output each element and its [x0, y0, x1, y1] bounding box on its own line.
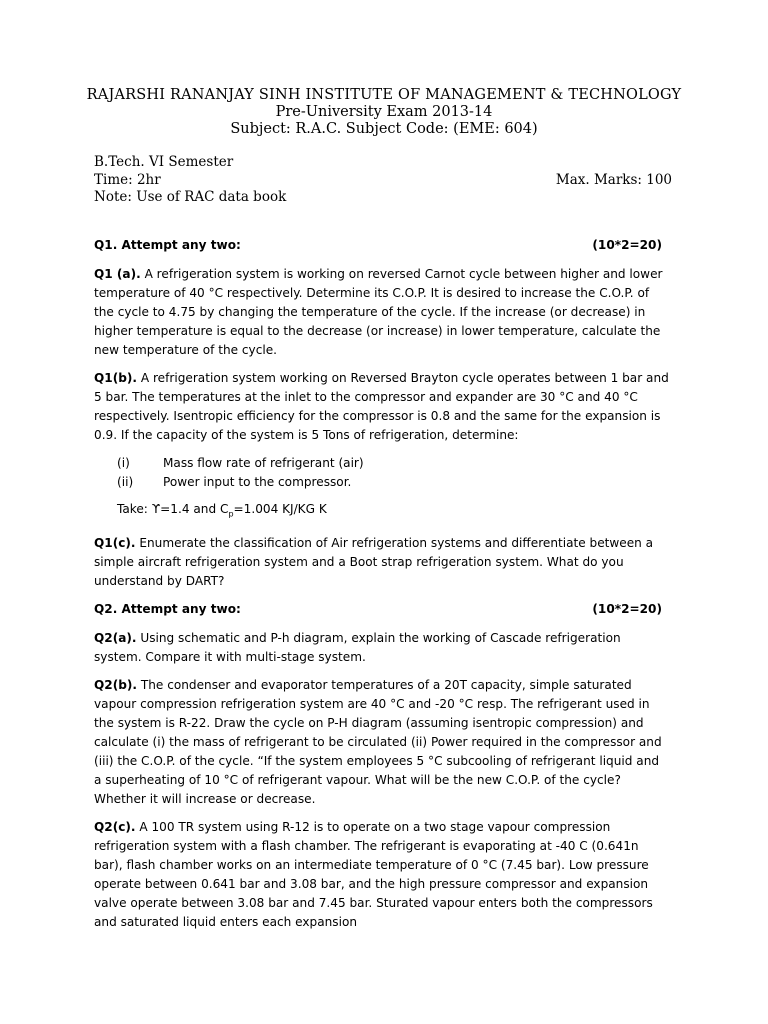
- take-subscript: p: [228, 509, 234, 519]
- subject-line: Subject: R.A.C. Subject Code: (EME: 604): [230, 121, 538, 137]
- exam-meta: [94, 154, 672, 207]
- q1a-text: A refrigeration system is working on reversed Carnot cycle between higher and lower temperature of 40 °C respectively. Determine its C.O.P. It is desired to increase the C.O.P. of the cycle to 4.75 by changing the temperature of the cycle. If the increase (or decrease) in higher temperature is equal to the decrease (or increase) in lower temperature, calculate the new temperature of the cycle.: [94, 267, 663, 357]
- q1b-paragraph: [94, 369, 670, 445]
- take-prefix: Take: ϒ=1.4 and C: [117, 502, 229, 516]
- q1a-paragraph: [94, 265, 670, 360]
- q1-heading: Q1. Attempt any two:: [94, 238, 241, 252]
- q2b-label: Q2(b).: [94, 678, 138, 693]
- list-item-number: (ii): [117, 475, 134, 489]
- q1-heading-row: [94, 236, 662, 255]
- q1c-text: Enumerate the classification of Air refrigeration systems and differentiate between a simple aircraft refrigeration system and a Boot strap refrigeration system. What do you understand by DART?: [94, 536, 654, 589]
- time-line: Time: 2hr: [94, 171, 161, 188]
- q1a-label: Q1 (a).: [94, 267, 141, 281]
- q2-marks: (10*2=20): [592, 602, 662, 617]
- take-constants: [117, 500, 670, 523]
- q2c-text: A 100 TR system using R-12 is to operate on a two stage vapour compression refrigeration system with a flash chamber. The refrigerant is evaporating at -40 C (0.641n bar), flash chamber works on an intermediate temperature of 0 °C (7.45 bar). Low pressure operate between 0.641 bar and 3.08 bar, and the high pressure compressor and expansion valve operate between 3.08 bar and 7.45 bar. Sturated vapour enters both the compressors and saturated liquid enters each expansion: [94, 820, 653, 930]
- exam-title: Pre-University Exam 2013-14: [275, 104, 493, 120]
- list-item: [94, 473, 670, 492]
- q2c-paragraph: [94, 818, 670, 932]
- note-line: Note: Use of RAC data book: [94, 189, 287, 205]
- q2b-paragraph: [94, 676, 670, 809]
- course-line: B.Tech. VI Semester: [94, 154, 234, 170]
- q1-marks: (10*2=20): [592, 238, 662, 252]
- list-item-number: (i): [117, 456, 130, 470]
- max-marks: Max. Marks: 100: [555, 171, 672, 188]
- list-item-text: Mass flow rate of refrigerant (air): [163, 456, 364, 470]
- q2a-paragraph: [94, 629, 670, 667]
- q1c-label: Q1(c).: [94, 536, 136, 551]
- q2-heading: Q2. Attempt any two:: [94, 602, 241, 617]
- q1c-paragraph: [94, 534, 670, 591]
- q2b-text: The condenser and evaporator temperatures of a 20T capacity, simple saturated vapour compression refrigeration system are 40 °C and -20 °C resp. The refrigerant used in the system is R-22. Draw the cycle on P-H diagram (assuming isentropic compression) and calculate (i) the mass of refrigerant to be circulated (ii) Power required in the compressor and (iii) the C.O.P. of the cycle. “If the system employees 5 °C subcooling of refrigerant liquid and a superheating of 10 °C of refrigerant vapour. What will be the new C.O.P. of the cycle? Whether it will increase or decrease.: [94, 678, 662, 807]
- time-marks-row: [94, 172, 672, 190]
- q1b-text: A refrigeration system working on Reversed Brayton cycle operates between 1 bar and 5 bar. The temperatures at the inlet to the compressor and expander are 30 °C and 40 °C respectively. Isentropic efficiency for the compressor is 0.8 and the same for the expansion is 0.9. If the capacity of the system is 5 Tons of refrigeration, determine:: [94, 371, 669, 442]
- question-body: [94, 236, 670, 941]
- q1b-label: Q1(b).: [94, 371, 138, 385]
- q2-heading-row: [94, 600, 662, 619]
- exam-header: [0, 86, 768, 138]
- q1b-list: [94, 454, 670, 492]
- list-item-text: Power input to the compressor.: [163, 475, 352, 489]
- take-suffix: =1.004 KJ/KG K: [233, 502, 327, 516]
- q2a-label: Q2(a).: [94, 631, 137, 646]
- q2c-label: Q2(c).: [94, 820, 136, 835]
- q2a-text: Using schematic and P-h diagram, explain the working of Cascade refrigeration system. Compare it with multi-stage system.: [94, 631, 621, 665]
- institute-name: RAJARSHI RANANJAY SINH INSTITUTE OF MANAGEMENT & TECHNOLOGY: [86, 87, 682, 103]
- list-item: [94, 454, 670, 473]
